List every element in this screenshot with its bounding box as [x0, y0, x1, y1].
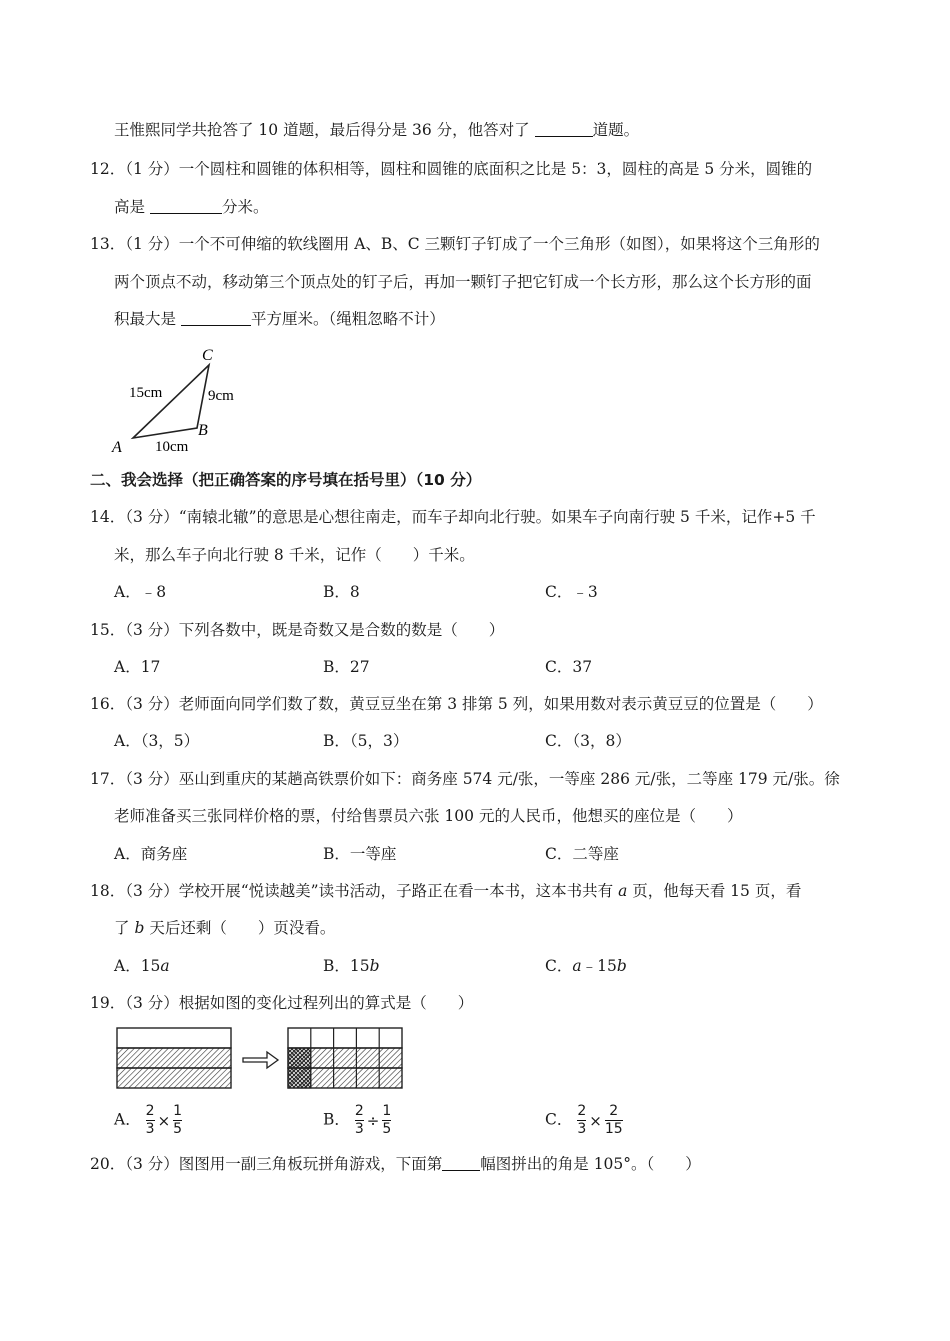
denominator: 3 [145, 1121, 155, 1137]
q19-option-a-frac-1 [146, 1104, 155, 1137]
q19-option-b-frac-1 [355, 1104, 364, 1137]
denominator: 5 [173, 1121, 183, 1137]
q14-line-1: 14．（3 分）“南辕北辙”的意思是心想往南走，而车子却向北行驶。如果车子向南行驶 5 千米，记作+5 千 [90, 508, 816, 526]
q19-option-b-frac-2 [382, 1104, 391, 1137]
q17-option-b[interactable]: B．一等座 [323, 845, 397, 863]
q14-option-c[interactable]: C．﹣3 [545, 583, 598, 601]
q18-option-c-var2: b [616, 957, 627, 975]
q13-line-3 [114, 309, 445, 329]
operator: ÷ [366, 1111, 380, 1130]
q17-option-a[interactable]: A．商务座 [114, 845, 188, 863]
q20-suffix: 幅图拼出的角是 105°。（ ） [480, 1155, 701, 1173]
operator: × [157, 1111, 171, 1130]
q18-var-b: b [134, 919, 145, 937]
q19-option-a-label: A． [114, 1110, 141, 1129]
q13-triangle-figure [105, 343, 255, 458]
q19-option-b-label: B． [323, 1110, 350, 1129]
q15-option-c[interactable]: C．37 [545, 658, 593, 676]
q18-line-1 [90, 881, 801, 901]
denominator: 15 [604, 1121, 623, 1137]
q12-answer-blank[interactable] [150, 213, 222, 214]
q16-option-a[interactable]: A．（3，5） [114, 732, 200, 750]
q18-text-c: 了 [114, 919, 130, 937]
q18-line-2 [114, 918, 335, 938]
q19-option-c-frac-1 [577, 1104, 586, 1137]
q19-option-c-label: C． [545, 1110, 573, 1129]
q13-line-2: 两个顶点不动，移动第三个顶点处的钉子后，再加一颗钉子把它钉成一个长方形，那么这个长方形的面 [114, 273, 812, 291]
q18-text-b: 页，他每天看 15 页，看 [632, 882, 802, 900]
numerator: 2 [577, 1103, 587, 1119]
q18-option-b-label: B．15 [323, 957, 370, 975]
q20-line-1 [90, 1154, 701, 1174]
q18-var-a: a [618, 882, 628, 900]
right-rect-top [288, 1028, 402, 1048]
left-rect-middle [117, 1048, 231, 1068]
numerator: 2 [145, 1103, 155, 1119]
q14-option-a[interactable]: A．﹣8 [114, 583, 167, 601]
q18-text-d: 天后还剩（ ）页没看。 [149, 919, 336, 937]
q12-line-1: 12．（1 分）一个圆柱和圆锥的体积相等，圆柱和圆锥的底面积之比是 5：3，圆柱的高是 5 分米，圆锥的 [90, 160, 813, 178]
q11-answer-blank[interactable] [535, 136, 593, 137]
numerator: 2 [609, 1103, 619, 1119]
arrow-icon [243, 1052, 278, 1068]
q18-option-c-label: C． [545, 957, 573, 975]
q18-option-c-var: a [572, 957, 582, 975]
right-rect-cross-1 [288, 1048, 311, 1068]
q14-line-2: 米，那么车子向北行驶 8 千米，记作（ ）千米。 [114, 546, 475, 564]
denominator: 5 [382, 1121, 392, 1137]
vertex-c-label: C [202, 347, 213, 364]
operator: × [589, 1111, 602, 1130]
q13-line-1: 13．（1 分）一个不可伸缩的软线圈用 A、B、C 三颗钉子钉成了一个三角形（如图），如果将这个三角形的 [90, 235, 820, 253]
q13-answer-blank[interactable] [181, 325, 251, 326]
q16-option-c[interactable]: C．（3，8） [545, 732, 631, 750]
q15-line-1: 15．（3 分）下列各数中，既是奇数又是合数的数是（ ） [90, 621, 505, 639]
right-rect-cross-2 [288, 1068, 311, 1088]
q14-option-b[interactable]: B．8 [323, 583, 360, 601]
q11-text: 王惟熙同学共抢答了 10 道题，最后得分是 36 分，他答对了 [114, 121, 530, 139]
section-2-title: 二、我会选择（把正确答案的序号填在括号里）（10 分） [90, 471, 482, 489]
q18-option-c-rest: ﹣15 [581, 957, 617, 975]
q18-option-a-var: a [160, 957, 170, 975]
denominator: 3 [354, 1121, 364, 1137]
side-ac-label: 15cm [129, 385, 163, 401]
q19-option-c-frac-2 [605, 1104, 623, 1137]
left-rect-bottom [117, 1068, 231, 1088]
numerator: 2 [354, 1103, 364, 1119]
left-rect-top [117, 1028, 231, 1048]
q17-line-2: 老师准备买三张同样价格的票，付给售票员六张 100 元的人民币，他想买的座位是（ ） [114, 807, 743, 825]
q19-option-b[interactable] [323, 1104, 391, 1137]
vertex-a-label: A [112, 439, 122, 456]
q16-option-b[interactable]: B．（5，3） [323, 732, 409, 750]
q12-suffix: 分米。 [221, 198, 269, 216]
q12-line-2 [114, 197, 268, 217]
q20-answer-blank[interactable] [442, 1170, 480, 1171]
q18-option-b-var: b [369, 957, 380, 975]
q18-option-a-label: A．15 [114, 957, 161, 975]
numerator: 1 [173, 1103, 183, 1119]
q16-line-1: 16．（3 分）老师面向同学们数了数，黄豆豆坐在第 3 排第 5 列，如果用数对表示黄豆豆的位置是（ ） [90, 695, 823, 713]
q19-option-c[interactable] [545, 1104, 623, 1137]
q19-option-a[interactable] [114, 1104, 182, 1137]
q17-option-c[interactable]: C．二等座 [545, 845, 619, 863]
q15-option-a[interactable]: A．17 [114, 658, 161, 676]
q18-option-c[interactable] [545, 956, 627, 976]
q11-suffix: 道题。 [592, 121, 640, 139]
numerator: 1 [382, 1103, 392, 1119]
q19-option-a-frac-2 [173, 1104, 182, 1137]
q20-prefix: 20．（3 分）图图用一副三角板玩拼角游戏，下面第 [90, 1155, 443, 1173]
q18-option-b[interactable] [323, 956, 380, 976]
q19-fraction-figure [112, 1025, 412, 1095]
q18-text-a: 18．（3 分）学校开展“悦读越美”读书活动，子路正在看一本书，这本书共有 [90, 882, 614, 900]
q12-prefix: 高是 [114, 198, 146, 216]
side-ab-label: 10cm [155, 439, 189, 455]
side-bc-label: 9cm [208, 388, 234, 404]
q13-prefix: 积最大是 [114, 310, 177, 328]
q19-line-1: 19．（3 分）根据如图的变化过程列出的算式是（ ） [90, 994, 474, 1012]
vertex-b-label: B [198, 422, 208, 439]
q13-suffix: 平方厘米。（绳粗忽略不计） [250, 310, 445, 328]
q15-option-b[interactable]: B．27 [323, 658, 370, 676]
q17-line-1: 17．（3 分）巫山到重庆的某趟高铁票价如下：商务座 574 元/张，一等座 286 元/张，二等座 179 元/张。徐 [90, 770, 840, 788]
denominator: 3 [577, 1121, 587, 1137]
q18-option-a[interactable] [114, 956, 170, 976]
q11-line [114, 120, 639, 140]
